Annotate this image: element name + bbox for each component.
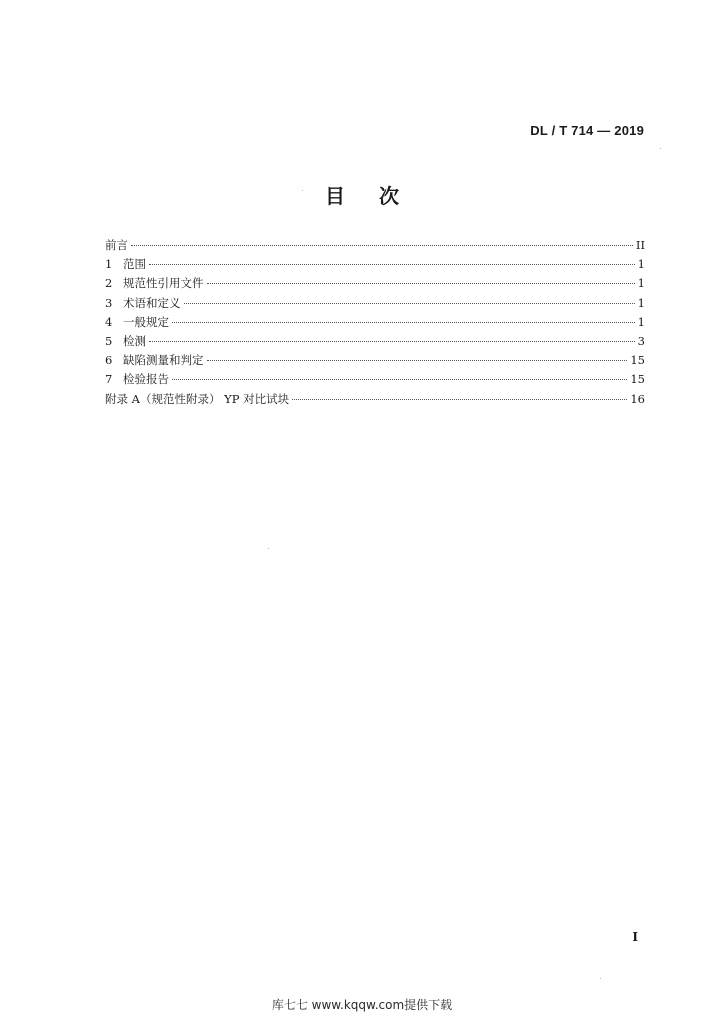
scan-speck [268,548,269,549]
scan-speck [660,148,661,149]
toc-entry-label: 一般规定 [123,314,169,329]
toc-entry-number: 4 [105,314,113,329]
scan-speck [600,978,601,979]
toc-leader-dots [149,341,635,342]
toc-entry-6[interactable] [105,351,645,370]
toc-entry-label: 附录 A（规范性附录） YP 对比试块 [105,391,290,406]
toc-entry-number: 3 [105,295,113,310]
toc-leader-dots [172,322,635,323]
toc-entry-label: 范围 [123,257,146,272]
toc-entry-label: 前言 [105,238,128,252]
page-title: 目次 [325,184,433,208]
toc-entry-7[interactable] [105,370,645,389]
scan-speck [302,190,303,191]
toc-leader-dots [207,283,635,284]
table-of-contents [105,236,645,409]
toc-entry-4[interactable] [105,313,645,332]
toc-entry-number: 7 [105,372,113,387]
toc-leader-dots [149,264,635,265]
toc-entry-appendix-a[interactable] [105,390,645,409]
toc-entry-page: II [635,238,645,252]
toc-leader-dots [131,245,633,246]
toc-entry-label: 规范性引用文件 [123,276,204,291]
toc-entry-page: 15 [630,353,645,368]
toc-leader-dots [172,379,627,380]
toc-entry-page: 1 [637,257,645,272]
toc-entry-number: 2 [105,276,113,291]
toc-entry-5[interactable] [105,332,645,351]
toc-entry-page: 16 [630,391,645,406]
toc-entry-label: 缺陷测量和判定 [123,353,204,368]
toc-entry-page: 3 [637,333,645,348]
toc-entry-foreword[interactable] [105,236,645,255]
toc-entry-number: 6 [105,353,113,368]
page-number: I [632,930,638,944]
toc-entry-page: 1 [637,314,645,329]
toc-entry-label: 检验报告 [123,372,169,387]
toc-entry-1[interactable] [105,255,645,274]
download-watermark: 库七七 www.kqqw.com提供下载 [271,998,453,1012]
toc-entry-label: 术语和定义 [123,295,181,310]
toc-leader-dots [292,399,627,400]
toc-entry-page: 15 [630,372,645,387]
toc-entry-3[interactable] [105,294,645,313]
toc-entry-number: 1 [105,257,113,272]
toc-entry-2[interactable] [105,274,645,293]
toc-leader-dots [184,303,635,304]
toc-entry-page: 1 [637,295,645,310]
toc-entry-label: 检测 [123,333,146,348]
toc-entry-page: 1 [637,276,645,291]
standard-code: DL / T 714 — 2019 [530,123,644,138]
toc-leader-dots [207,360,628,361]
toc-entry-number: 5 [105,333,113,348]
